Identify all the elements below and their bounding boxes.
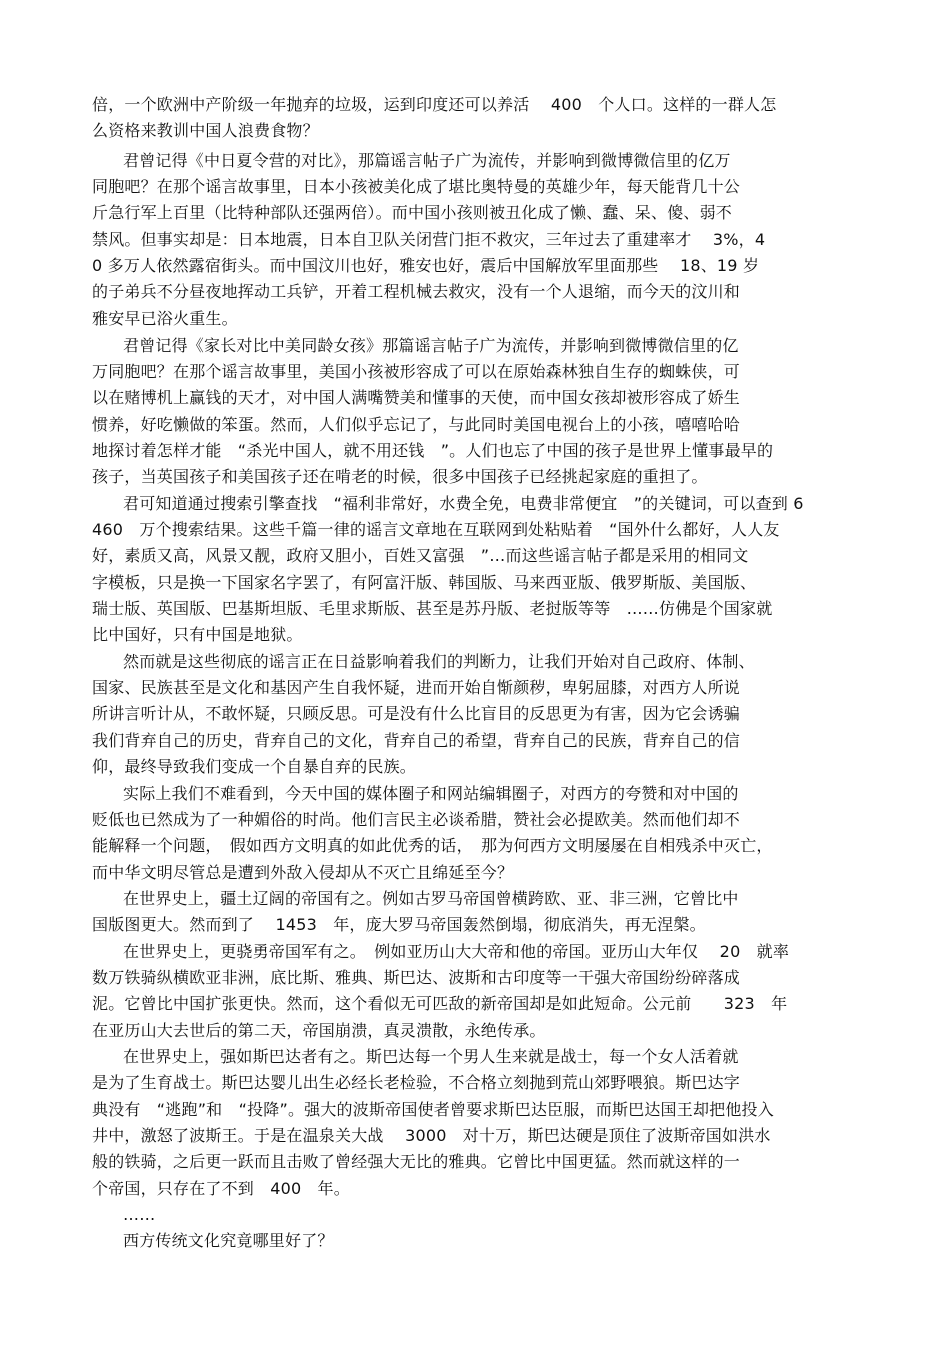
text-line: 井中，激怒了波斯王。于是在温泉关大战 3000 对十万，斯巴达硬是顶住了波斯帝国如洪水 [92,1126,771,1145]
text-line: 好，素质又高，风景又靓，政府又胆小，百姓又富强 ”…而这些谣言帖子都是采用的相同文 [92,546,749,565]
text-line: 在世界史上，强如斯巴达者有之。斯巴达每一个男人生来就是战士，每一个女人活着就 [123,1047,739,1066]
text-line: 的子弟兵不分昼夜地挥动工兵铲，开着工程机械去救灾，没有一个人退缩，而今天的汶川和 [92,282,741,301]
text-line: 般的铁骑，之后更一跃而且击败了曾经强大无比的雅典。它曾比中国更猛。然而就这样的一 [92,1152,741,1171]
text-line: 数万铁骑纵横欧亚非洲，底比斯、雅典、斯巴达、波斯和古印度等一干强大帝国纷纷碎落成 [92,968,741,987]
text-line: 地探讨着怎样才能 “杀光中国人，就不用还钱 ”。人们也忘了中国的孩子是世界上懂事最早的 [92,441,774,460]
text-line: 而中华文明尽管总是遭到外敌入侵却从不灭亡且绵延至今？ [92,863,514,882]
text-line: 惯养，好吃懒做的笨蛋。然而，人们似乎忘记了，与此同时美国电视台上的小孩，嘻嘻哈哈 [92,415,741,434]
text-line: 0 多万人依然露宿街头。而中国汶川也好，雅安也好，震后中国解放军里面那些 18、19 岁 [92,256,760,275]
text-line: 是为了生育战士。斯巴达婴儿出生必经长老检验，不合格立刻抛到荒山郊野喂狼。斯巴达字 [92,1073,741,1092]
text-line: 460 万个搜索结果。这些千篇一律的谣言文章地在互联网到处粘贴着 “国外什么都好，人人友 [92,520,780,539]
text-line: 实际上我们不难看到，今天中国的媒体圈子和网站编辑圈子，对西方的夸赞和对中国的 [123,784,739,803]
text-line: 在世界史上，更骁勇帝国军有之。 例如亚历山大大帝和他的帝国。亚历山大年仅 20 就率 [123,942,790,961]
text-line: 万同胞吧？在那个谣言故事里，美国小孩被形容成了可以在原始森林独自生存的蜘蛛侠，可 [92,362,741,381]
text-line: 比中国好，只有中国是地狱。 [92,625,303,644]
text-line: 字模板，只是换一下国家名字罢了，有阿富汗版、韩国版、马来西亚版、俄罗斯版、美国版、 [92,573,757,592]
text-line: 孩子，当英国孩子和美国孩子还在啃老的时候，很多中国孩子已经挑起家庭的重担了。 [92,467,708,486]
text-line: 国版图更大。然而到了 1453 年，庞大罗马帝国轰然倒塌，彻底消失，再无涅槃。 [92,915,706,934]
text-line: 君曾记得《家长对比中美同龄女孩》那篇谣言帖子广为流传，并影响到微博微信里的亿 [123,336,739,355]
text-line: 个帝国，只存在了不到 400 年。 [92,1179,350,1198]
text-line: …… [123,1205,156,1224]
text-line: 禁风。但事实却是：日本地震，日本自卫队关闭营门拒不救灾，三年过去了重建率才 3%，4 [92,230,766,249]
text-line: 在亚历山大去世后的第二天，帝国崩溃，真灵溃散，永绝传承。 [92,1021,546,1040]
text-line: 瑞士版、英国版、巴基斯坦版、毛里求斯版、甚至是苏丹版、老挝版等等 ……仿佛是个国家就 [92,599,773,618]
text-line: 在世界史上，疆土辽阔的帝国有之。例如古罗马帝国曾横跨欧、亚、非三洲，它曾比中 [123,889,739,908]
text-line: 泥。它曾比中国扩张更快。然而，这个看似无可匹敌的新帝国却是如此短命。公元前 323 年 [92,994,788,1013]
text-line: 斤急行军上百里（比特种部队还强两倍）。而中国小孩则被丑化成了懒、蠢、呆、傻、弱不 [92,203,733,222]
text-line: 君曾记得《中日夏令营的对比》，那篇谣言帖子广为流传，并影响到微博微信里的亿万 [123,151,731,170]
text-line: 倍，一个欧洲中产阶级一年抛弃的垃圾，运到印度还可以养活 400 个人口。这样的一群人怎 [92,95,777,114]
text-line: 典没有 “逃跑”和 “投降”。强大的波斯帝国使者曾要求斯巴达臣服，而斯巴达国王却把他投入 [92,1100,774,1119]
text-line: 能解释一个问题， 假如西方文明真的如此优秀的话， 那为何西方文明屡屡在自相残杀中灭亡， [92,836,773,855]
text-line: 以在赌博机上赢钱的天才，对中国人满嘴赞美和懂事的天使，而中国女孩却被形容成了娇生 [92,388,741,407]
text-line: 然而就是这些彻底的谣言正在日益影响着我们的判断力，让我们开始对自己政府、体制、 [123,652,755,671]
text-line: 贬低也已然成为了一种媚俗的时尚。他们言民主必谈希腊，赞社会必提欧美。然而他们却不 [92,810,741,829]
text-line: 国家、民族甚至是文化和基因产生自我怀疑，进而开始自惭颜秽，卑躬屈膝，对西方人所说 [92,678,741,697]
text-line: 仰，最终导致我们变成一个自暴自弃的民族。 [92,757,417,776]
text-line: 么资格来教训中国人浪费食物？ [92,121,319,140]
text-line: 雅安早已浴火重生。 [92,309,238,328]
text-line: 所讲言听计从，不敢怀疑，只顾反思。可是没有什么比盲目的反思更为有害，因为它会诱骗 [92,704,741,723]
text-line: 西方传统文化究竟哪里好了？ [123,1231,334,1250]
text-line: 我们背弃自己的历史，背弃自己的文化，背弃自己的希望，背弃自己的民族，背弃自己的信 [92,731,741,750]
text-line: 同胞吧？在那个谣言故事里，日本小孩被美化成了堪比奥特曼的英雄少年，每天能背几十公 [92,177,741,196]
text-line: 君可知道通过搜索引擎查找 “福利非常好，水费全免，电费非常便宜 ”的关键词，可以查到 6 [123,494,804,513]
